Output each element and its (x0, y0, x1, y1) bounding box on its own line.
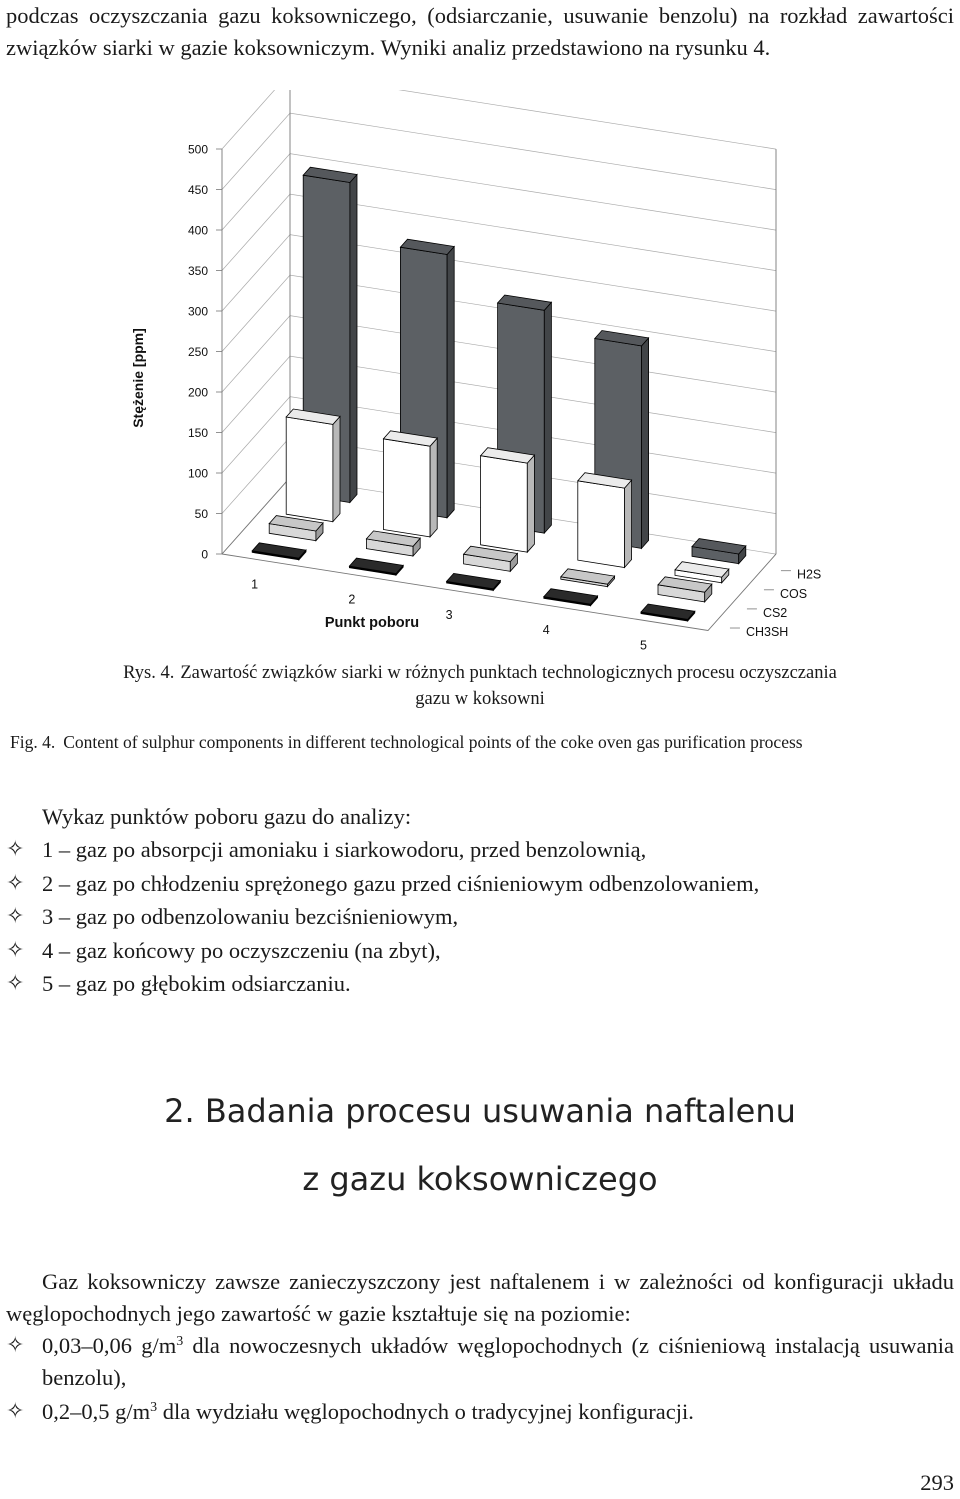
chart-bars (252, 167, 746, 621)
x-tick-label: 5 (639, 638, 647, 650)
figure-caption-pl-text: Zawartość związków siarki w różnych punktach technologicznych procesu oczyszczania (180, 663, 837, 683)
figure-caption-pl-text-line2: gazu w koksowni (415, 689, 545, 709)
y-tick-label: 0 (201, 547, 208, 562)
y-tick-label: 200 (187, 385, 208, 400)
bar-cs2-5 (658, 577, 712, 602)
intro-paragraph: podczas oczyszczania gazu koksowniczego, (odsiarczanie, usuwanie benzolu) na rozkład zawartości związków siarki w gazie koksowniczym. Wyniki analiz przedstawiono na rysunku 4. (6, 3, 954, 60)
star-bullet-icon: ✧ (6, 971, 25, 996)
y-tick-label: 350 (187, 264, 208, 278)
naphthalene-paragraph: Gaz koksowniczy zawsze zanieczyszczony jest naftalenem i w zależności od konfiguracji układu węglopochodnych jego zawartość w gazie kształtuje się na poziomie: (6, 1269, 954, 1326)
list-item (6, 968, 954, 1000)
y-axis-ticks (188, 143, 222, 562)
bar-ch3sh-2 (349, 558, 403, 575)
x-tick-label: 3 (445, 607, 453, 622)
y-tick-label: 500 (187, 142, 208, 157)
bar-side-face (625, 480, 632, 567)
bar-side-face (333, 416, 340, 521)
star-bullet-icon: ✧ (6, 1399, 25, 1424)
figure-caption-pl (0, 660, 960, 712)
bar-cs2-4 (561, 569, 615, 587)
bar-side-face (350, 175, 357, 503)
list-item (6, 935, 954, 967)
y-tick-label: 300 (187, 304, 208, 319)
y-tick-label: 50 (194, 507, 208, 521)
series-depth-labels (730, 568, 821, 639)
x-tick-label: 1 (251, 577, 259, 592)
bar-h2s-5 (692, 539, 746, 564)
list-item-text-after: dla nowoczesnych układów węglopochodnych (z ciśnieniową instalacją usuwania benzolu), (42, 1333, 954, 1390)
y-tick-label: 100 (187, 466, 208, 481)
bar-cos-3 (481, 448, 535, 553)
list-item (6, 1396, 954, 1428)
section-title-line1: 2. Badania procesu usuwania naftalenu (164, 1092, 796, 1130)
star-bullet-icon: ✧ (6, 837, 25, 862)
page-number: 293 (920, 1470, 954, 1495)
figure-caption-en-text: Content of sulphur components in different technological points of the coke oven gas purification process (63, 732, 803, 752)
x-tick-label: 4 (542, 623, 550, 638)
list-item (6, 868, 954, 900)
figure-caption-en-label: Fig. 4. (10, 732, 56, 752)
list-item-text-after: dla wydziału węglopochodnych o tradycyjnej konfiguracji. (157, 1399, 694, 1424)
bar-cs2-3 (464, 546, 518, 571)
list-item-text-before: 0,2–0,5 g/m (42, 1399, 151, 1424)
bar-side-face (430, 438, 437, 537)
sampling-points-heading: Wykaz punktów poboru gazu do analizy: (42, 804, 412, 829)
series-label: COS (779, 586, 808, 601)
y-tick-label: 150 (187, 426, 208, 440)
bar-cs2-2 (366, 531, 420, 556)
sampling-points-list (6, 834, 954, 1002)
section-title-line2: z gazu koksowniczego (302, 1160, 658, 1198)
list-item-text: 5 – gaz po głębokim odsiarczaniu. (42, 971, 351, 996)
star-bullet-icon: ✧ (6, 937, 25, 963)
naphthalene-levels-list (6, 1330, 954, 1430)
y-tick-label: 250 (187, 345, 208, 359)
sulphur-compounds-3d-bar-chart (0, 90, 960, 650)
x-axis-ticks (251, 577, 647, 650)
bar-side-face (544, 302, 551, 533)
star-bullet-icon: ✧ (6, 870, 25, 896)
star-bullet-icon: ✧ (6, 904, 25, 929)
list-item-text-before: 0,03–0,06 g/m (42, 1333, 177, 1358)
list-item-text: 2 – gaz po chłodzeniu sprężonego gazu przed ciśnieniowym odbenzolowaniem, (42, 870, 760, 896)
unit-superscript: 3 (176, 1334, 184, 1349)
series-label: CH3SH (745, 625, 789, 640)
bar-cs2-1 (269, 516, 323, 541)
series-label: H2S (796, 567, 822, 582)
bar-cos-4 (578, 473, 632, 568)
star-bullet-icon: ✧ (6, 1333, 25, 1358)
bar-front-face (383, 439, 430, 537)
series-label: CS2 (762, 605, 788, 620)
list-item (6, 834, 954, 866)
bar-cos-1 (286, 409, 340, 522)
bar-ch3sh-3 (447, 573, 501, 590)
unit-superscript: 3 (150, 1400, 158, 1415)
figure-caption-en (10, 729, 960, 755)
bar-front-face (481, 456, 528, 553)
bar-side-face (527, 455, 534, 552)
bar-front-face (286, 417, 333, 522)
list-item (6, 1330, 954, 1394)
list-item-text: 1 – gaz po absorpcji amoniaku i siarkowodoru, przed benzolownią, (42, 837, 647, 862)
bar-cos-2 (383, 431, 437, 537)
x-tick-label: 2 (348, 592, 356, 607)
bar-side-face (642, 338, 649, 549)
bar-ch3sh-1 (252, 543, 306, 560)
list-item-text: 3 – gaz po odbenzolowaniu bezciśnieniowym, (42, 904, 459, 929)
gridline (222, 90, 776, 149)
list-item (6, 901, 954, 933)
x-axis-title: Punkt poboru (324, 615, 420, 631)
bar-side-face (447, 247, 454, 518)
bar-ch3sh-4 (544, 589, 598, 606)
y-tick-label: 400 (187, 223, 208, 238)
y-axis-title: Stężenie [ppm] (130, 328, 146, 428)
bar-ch3sh-5 (641, 604, 695, 621)
figure-caption-pl-label: Rys. 4. (123, 663, 175, 683)
bar-front-face (578, 481, 625, 568)
y-tick-label: 450 (187, 183, 208, 197)
list-item-text: 4 – gaz końcowy po oczyszczeniu (na zbyt), (42, 937, 441, 963)
